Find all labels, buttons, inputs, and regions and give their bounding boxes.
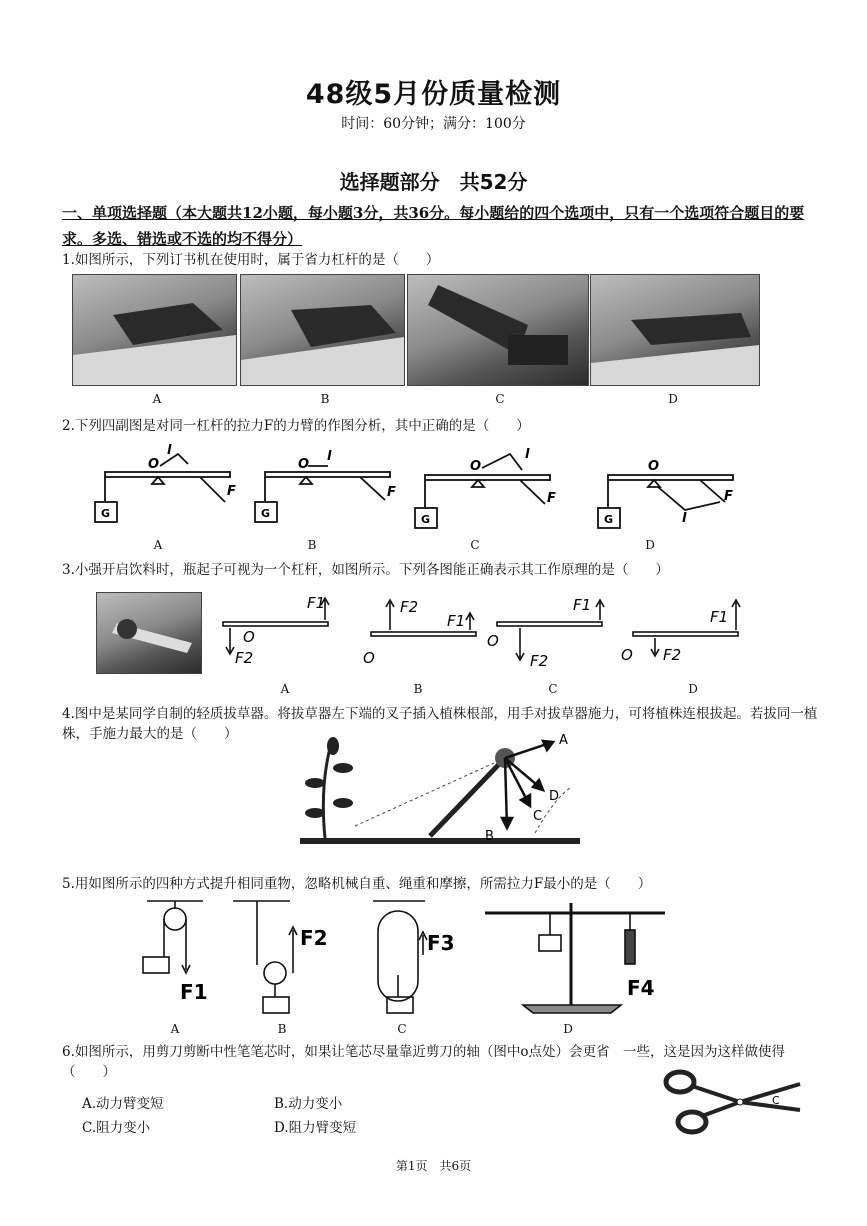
q2-label-c: C: [470, 538, 480, 552]
question-5: 5.用如图所示的四种方式提升相同重物，忽略机械自重、绳重和摩擦，所需拉力F最小的是（ ）: [62, 876, 652, 892]
q2-f-b: F: [387, 485, 396, 500]
q5-label-b: B: [277, 1022, 287, 1036]
q5-label-a: A: [170, 1022, 180, 1036]
q3-label-b: B: [413, 682, 423, 696]
q5-f4: F4: [627, 976, 655, 1000]
exam-info: 时间：60分钟；满分：100分: [341, 116, 526, 132]
q3-label-a: A: [280, 682, 290, 696]
q1-image-c: [407, 274, 589, 386]
q2-g-d: G: [604, 513, 614, 526]
q5-f3: F3: [427, 931, 455, 955]
q5-pulley-diagrams: [125, 895, 685, 1020]
q6-option-b: B.动力变小: [274, 1096, 343, 1112]
q3-o-a: O: [243, 628, 255, 646]
section-heading: 选择题部分 共52分: [339, 170, 528, 194]
q3-f2-b: F2: [400, 598, 419, 616]
q2-label-d: D: [645, 538, 655, 552]
page-title: 48级5月份质量检测: [305, 79, 562, 110]
instructions-text: 一、单项选择题（本大题共12小题，每小题3分，共36分。每小题给的四个选项中，只有一个选项符合题目的要求。多选、错选或不选的均不得分）: [62, 204, 805, 248]
q1-label-d: D: [668, 392, 678, 406]
q1-label-a: A: [152, 392, 162, 406]
q4-point-b: B: [485, 829, 494, 844]
q4-point-a: A: [559, 733, 568, 748]
question-4: 4.图中是某同学自制的轻质拔草器。将拔草器左下端的叉子插入植株根部，用手对拔草器施力，可将植株连根拔起。若拔同一植株，手施力最大的是（ ）: [62, 706, 818, 742]
scissors-image: [660, 1064, 805, 1139]
q2-o-a: O: [148, 457, 160, 472]
q3-f2-c: F2: [530, 652, 549, 670]
q3-f2-d: F2: [663, 646, 682, 664]
q6-option-a: A.动力臂变短: [82, 1096, 164, 1112]
q2-l-b: l: [327, 449, 332, 464]
q3-o-c: O: [487, 632, 499, 650]
q2-o-c: O: [470, 459, 482, 474]
q3-o-b: O: [363, 649, 375, 667]
q3-bottle-opener-photo: [96, 592, 202, 674]
q1-image-a: [72, 274, 237, 386]
q6-option-d: D.阻力臂变短: [274, 1120, 357, 1136]
q3-f1-d: F1: [710, 608, 729, 626]
q2-label-b: B: [307, 538, 317, 552]
q3-lever-diagrams: [215, 590, 775, 680]
q2-g-b: G: [261, 507, 271, 520]
q2-label-a: A: [153, 538, 163, 552]
q4-weed-puller-diagram: [295, 728, 585, 858]
q4-point-c: C: [533, 809, 543, 824]
q1-image-d: [590, 274, 760, 386]
q3-f1-b: F1: [447, 612, 466, 630]
instructions: [62, 200, 807, 252]
q2-f-a: F: [227, 484, 236, 499]
q3-label-d: D: [688, 682, 698, 696]
q2-g-a: G: [101, 507, 111, 520]
question-6: 6.如图所示，用剪刀剪断中性笔笔芯时，如果让笔芯尽量靠近剪刀的轴（图中o点处）会更省 一些，这是因为这样做使得（ ）: [62, 1044, 786, 1080]
q4-point-d: D: [549, 789, 560, 804]
question-1: 1.如图所示，下列订书机在使用时，属于省力杠杆的是（ ）: [62, 252, 440, 268]
question-3: 3.小强开启饮料时，瓶起子可视为一个杠杆，如图所示。下列各图能正确表示其工作原理的是（ ）: [62, 562, 669, 578]
q2-f-c: F: [547, 491, 556, 506]
page-footer: 第1页 共6页: [395, 1159, 472, 1173]
q5-label-c: C: [397, 1022, 407, 1036]
q2-f-d: F: [724, 489, 733, 504]
q2-o-b: O: [298, 457, 310, 472]
scissors-point-c: C: [772, 1094, 780, 1107]
q1-label-c: C: [495, 392, 505, 406]
q1-image-b: [240, 274, 405, 386]
q3-f1-c: F1: [573, 596, 592, 614]
q3-o-d: O: [621, 646, 633, 664]
q5-f1: F1: [180, 980, 208, 1004]
q3-f2-a: F2: [235, 649, 254, 667]
q5-label-d: D: [563, 1022, 573, 1036]
q2-l-a: l: [167, 443, 172, 458]
q2-l-d: l: [682, 511, 687, 526]
q2-g-c: G: [421, 513, 431, 526]
question-2: 2.下列四副图是对同一杠杆的拉力F的力臂的作图分析，其中正确的是（ ）: [62, 418, 530, 434]
q2-o-d: O: [648, 459, 660, 474]
q3-label-c: C: [548, 682, 558, 696]
q3-f1-a: F1: [307, 594, 326, 612]
q6-option-c: C.阻力变小: [82, 1120, 151, 1136]
q2-l-c: l: [525, 447, 530, 462]
q5-f2: F2: [300, 926, 328, 950]
q1-label-b: B: [320, 392, 330, 406]
